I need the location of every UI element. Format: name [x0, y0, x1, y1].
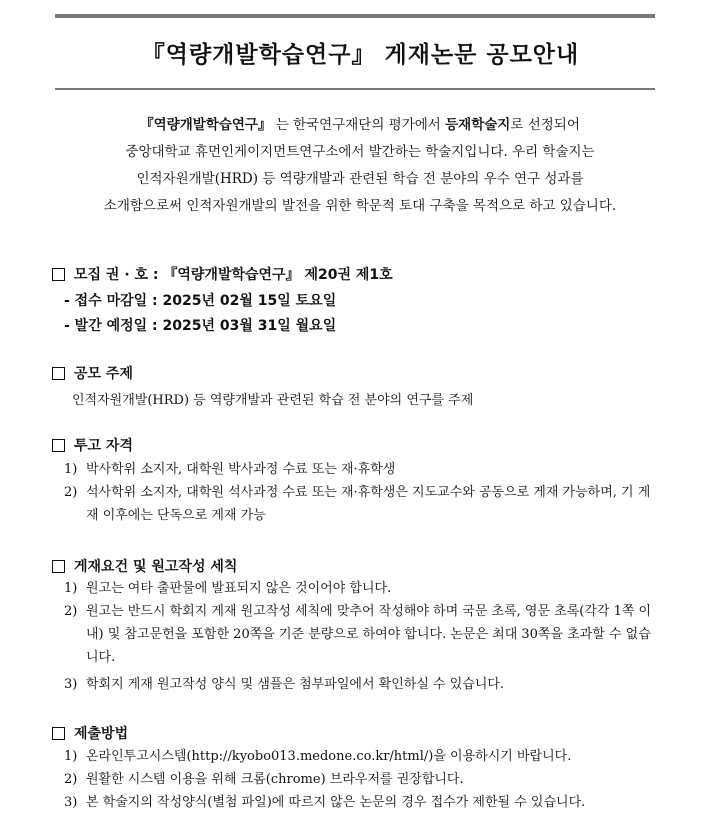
item-text: 원고는 여타 출판물에 발표되지 않은 것이어야 합니다. — [86, 581, 392, 596]
intro-text-1: 는 한국연구재단의 평가에서 — [271, 117, 446, 133]
checkbox-icon — [52, 727, 65, 740]
intro-text-2: 로 선정되어 — [510, 117, 580, 133]
item-text: 원고는 반드시 학회지 게재 원고작성 세칙에 맞추어 작성해야 하며 국문 초록, 영문 초록(각각 1쪽 이내) 및 참고문헌을 포함한 20쪽을 기준 분량으로 하여야 합니다. 논문은 최대 30쪽을 초과할 수 없습니다. — [86, 604, 652, 665]
topic-heading: 공모 주제 — [74, 366, 133, 382]
eligibility-item — [64, 458, 660, 481]
journal-name: 『역량개발학습연구』 — [140, 117, 272, 133]
item-text: 원활한 시스템 이용을 위해 크롬(chrome) 브라우저를 권장합니다. — [86, 772, 464, 787]
item-text: 학회지 게재 원고작성 양식 및 샘플은 첨부파일에서 확인하실 수 있습니다. — [86, 677, 505, 692]
top-rule — [55, 14, 655, 18]
item-number: 3) — [64, 795, 78, 810]
item-text: 본 학술지의 작성양식(별첨 파일)에 따르지 않은 논문의 경우 접수가 제한될 수 있습니다. — [86, 795, 586, 810]
intro-line-3: 인적자원개발(HRD) 등 역량개발과 관련된 학습 전 분야의 우수 연구 성과를 — [136, 171, 584, 187]
intro-line-4: 소개함으로써 인적자원개발의 발전을 위한 학문적 토대 구축을 목적으로 하고 있습니다. — [103, 198, 617, 214]
item-number: 2) — [64, 604, 78, 619]
requirements-section-heading — [52, 556, 237, 576]
item-number: 1) — [64, 749, 78, 764]
item-text: 온라인투고시스템(http://kyobo013.medone.co.kr/html/)을 이용하시기 바랍니다. — [86, 749, 572, 764]
item-number: 1) — [64, 581, 78, 596]
checkbox-icon — [52, 367, 65, 380]
eligibility-section-heading — [52, 435, 133, 455]
item-number: 2) — [64, 772, 78, 787]
topic-text: 인적자원개발(HRD) 등 역량개발과 관련된 학습 전 분야의 연구를 주제 — [72, 393, 474, 408]
topic-section-heading — [52, 363, 133, 383]
intro-paragraph — [40, 112, 680, 220]
eligibility-item — [64, 481, 660, 527]
submission-item — [64, 768, 660, 791]
checkbox-icon — [52, 268, 65, 281]
intro-line-2: 중앙대학교 휴먼인게이지먼트연구소에서 발간하는 학술지입니다. 우리 학술지는 — [125, 144, 595, 160]
item-number: 2) — [64, 485, 78, 500]
eligibility-heading: 투고 자격 — [74, 438, 133, 454]
recruit-heading: 모집 권 · 호 : 『역량개발학습연구』 제20권 제1호 — [74, 267, 393, 283]
checkbox-icon — [52, 560, 65, 573]
requirements-item — [64, 577, 660, 600]
page-title: 『역량개발학습연구』 게재논문 공모안내 — [141, 42, 580, 68]
item-number: 1) — [64, 462, 78, 477]
journal-status: 등재학술지 — [445, 117, 511, 133]
item-text: 석사학위 소지자, 대학원 석사과정 수료 또는 재·휴학생은 지도교수와 공동으로 게재 가능하며, 기 게재 이후에는 단독으로 게재 가능 — [86, 485, 651, 523]
requirements-heading: 게재요건 및 원고작성 세칙 — [74, 559, 238, 575]
submission-item — [64, 791, 660, 814]
item-number: 3) — [64, 677, 78, 692]
publish-line: - 발간 예정일 : 2025년 03월 31일 월요일 — [64, 318, 337, 334]
checkbox-icon — [52, 439, 65, 452]
requirements-item — [64, 673, 660, 696]
item-text: 박사학위 소지자, 대학원 박사과정 수료 또는 재·휴학생 — [86, 462, 396, 477]
deadline-line: - 접수 마감일 : 2025년 02월 15일 토요일 — [64, 293, 337, 309]
submission-heading: 제출방법 — [74, 726, 129, 742]
intro-line-1 — [40, 112, 680, 139]
submission-item — [64, 745, 660, 768]
requirements-item — [64, 600, 660, 669]
recruit-section-heading — [52, 264, 393, 284]
submission-section-heading — [52, 723, 128, 743]
title-underline — [55, 88, 655, 90]
